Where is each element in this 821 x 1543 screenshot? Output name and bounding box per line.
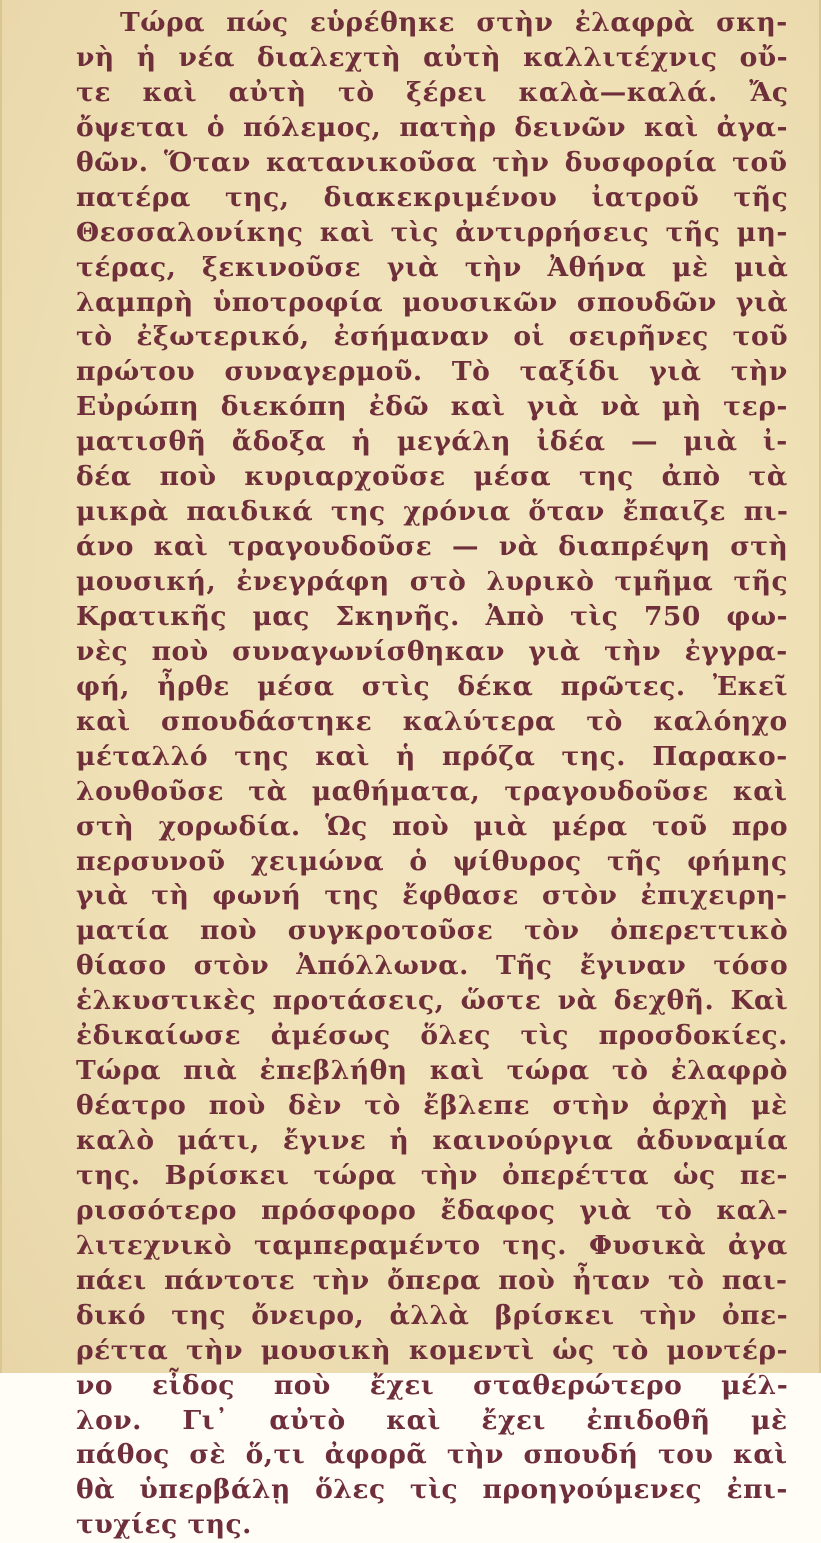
- article-line: μουσική, ἐνεγράφη στὸ λυρικὸ τμῆμα τῆς: [76, 566, 789, 597]
- article-line: Θεσσαλονίκης καὶ τὶς ἀντιρρήσεις τῆς μη-: [76, 216, 788, 248]
- article-line: λαμπρὴ ὑποτροφία μουσικῶν σπουδῶν γιὰ: [76, 286, 789, 318]
- article-line: γιὰ τὴ φωνή της ἔφθασε στὸν ἐπιχειρη-: [76, 880, 788, 912]
- article-line: πρώτου συναγερμοῦ. Τὸ ταξίδι γιὰ τὴν: [76, 356, 788, 388]
- article-line: ρισσότερο πρόσφορο ἔδαφος γιὰ τὸ καλ-: [76, 1194, 789, 1226]
- article-line: ἑλκυστικὲς προτάσεις, ὥστε νὰ δεχθῆ. Καὶ: [76, 985, 789, 1017]
- article-line: νο εἶδος ποὺ ἔχει σταθερώτερο μέλ-: [76, 1369, 789, 1401]
- article-line: δέα ποὺ κυριαρχοῦσε μέσα της ἀπὸ τὰ: [76, 461, 788, 493]
- article-line: λουθοῦσε τὰ μαθήματα, τραγουδοῦσε καὶ: [76, 775, 788, 807]
- article-line: φή, ἦρθε μέσα στὶς δέκα πρῶτες. Ἐκεῖ: [76, 670, 788, 702]
- article-line: θίασο στὸν Ἀπόλλωνα. Τῆς ἔγιναν τόσο: [76, 950, 789, 982]
- article-line: θῶν. Ὅταν κατανικοῦσα τὴν δυσφορία τοῦ: [76, 146, 788, 178]
- article-line: καὶ σπουδάστηκε καλύτερα τὸ καλόηχο: [76, 705, 788, 737]
- article-line: πατέρα της, διακεκριμένου ἰατροῦ τῆς: [76, 181, 789, 213]
- article-line: θέατρο ποὺ δὲν τὸ ἔβλεπε στὴν ἀρχὴ μὲ: [76, 1090, 788, 1122]
- article-line: Κρατικῆς μας Σκηνῆς. Ἀπὸ τὶς 750 φω-: [76, 600, 789, 632]
- article-line: δικό της ὄνειρο, ἀλλὰ βρίσκει τὴν ὀπε-: [76, 1299, 789, 1331]
- article-line: Τώρα πιὰ ἐπεβλήθη καὶ τώρα τὸ ἐλαφρὸ: [76, 1055, 788, 1087]
- article-line: περσυνοῦ χειμώνα ὁ ψίθυρος τῆς φήμης: [76, 845, 788, 877]
- article-line: καλὸ μάτι, ἔγινε ἡ καινούργια ἀδυναμία: [76, 1125, 789, 1156]
- article-line: πάθος σὲ ὅ,τι ἀφορᾶ τὴν σπουδή του καὶ: [76, 1439, 788, 1471]
- article-line: ἐδικαίωσε ἀμέσως ὅλες τὶς προσδοκίες.: [76, 1020, 788, 1052]
- article-line: στὴ χορωδία. Ὡς ποὺ μιὰ μέρα τοῦ προ: [76, 810, 789, 842]
- article-line: Εὐρώπη διεκόπη ἐδῶ καὶ γιὰ νὰ μὴ τερ-: [76, 391, 788, 423]
- article-line: λον. Γι᾿ αὐτὸ καὶ ἔχει ἐπιδοθῆ μὲ: [76, 1404, 788, 1436]
- article-line: ματία ποὺ συγκροτοῦσε τὸν ὀπερεττικὸ: [76, 915, 789, 947]
- article-line: άνο καὶ τραγουδοῦσε — νὰ διαπρέψη στὴ: [76, 531, 789, 563]
- article-line: τε καὶ αὐτὴ τὸ ξέρει καλὰ—καλά. Ἄς: [76, 76, 789, 108]
- article-line: νὴ ἡ νέα διαλεχτὴ αὐτὴ καλλιτέχνις οὔ-: [76, 41, 789, 73]
- article-line: ματισθῆ ἄδοξα ἡ μεγάλη ἰδέα — μιὰ ἰ-: [76, 426, 788, 458]
- article-line: τέρας, ξεκινοῦσε γιὰ τὴν Ἀθήνα μὲ μιὰ: [76, 251, 789, 283]
- article-line: τὸ ἐξωτερικό, ἐσήμαναν οἱ σειρῆνες τοῦ: [76, 321, 789, 353]
- article-text-column: [76, 6, 788, 1543]
- article-line: λιτεχνικὸ ταμπεραμέντο της. Φυσικὰ ἀγα: [76, 1229, 788, 1261]
- article-line: της. Βρίσκει τώρα τὴν ὀπερέττα ὡς πε-: [76, 1159, 788, 1191]
- article-line: μέταλλό της καὶ ἡ πρόζα της. Παρακο-: [76, 740, 788, 772]
- article-line: μικρὰ παιδικά της χρόνια ὅταν ἔπαιζε πι-: [76, 496, 789, 528]
- article-line: ρέττα τὴν μουσικὴ κομεντὶ ὡς τὸ μοντέρ-: [76, 1334, 789, 1366]
- article-line: ὄψεται ὁ πόλεμος, πατὴρ δεινῶν καὶ ἀγα-: [76, 111, 788, 143]
- article-line: Τώρα πώς εὑρέθηκε στὴν ἐλαφρὰ σκη-: [120, 7, 788, 38]
- article-line: τυχίες της.: [76, 1509, 252, 1541]
- article-line: πάει πάντοτε τὴν ὄπερα ποὺ ἦταν τὸ παι-: [76, 1264, 788, 1296]
- article-line: θὰ ὑπερβάλῃ ὅλες τὶς προηγούμενες ἐπι-: [76, 1474, 788, 1506]
- article-line: νὲς ποὺ συναγωνίσθηκαν γιὰ τὴν ἐγγρα-: [76, 635, 788, 667]
